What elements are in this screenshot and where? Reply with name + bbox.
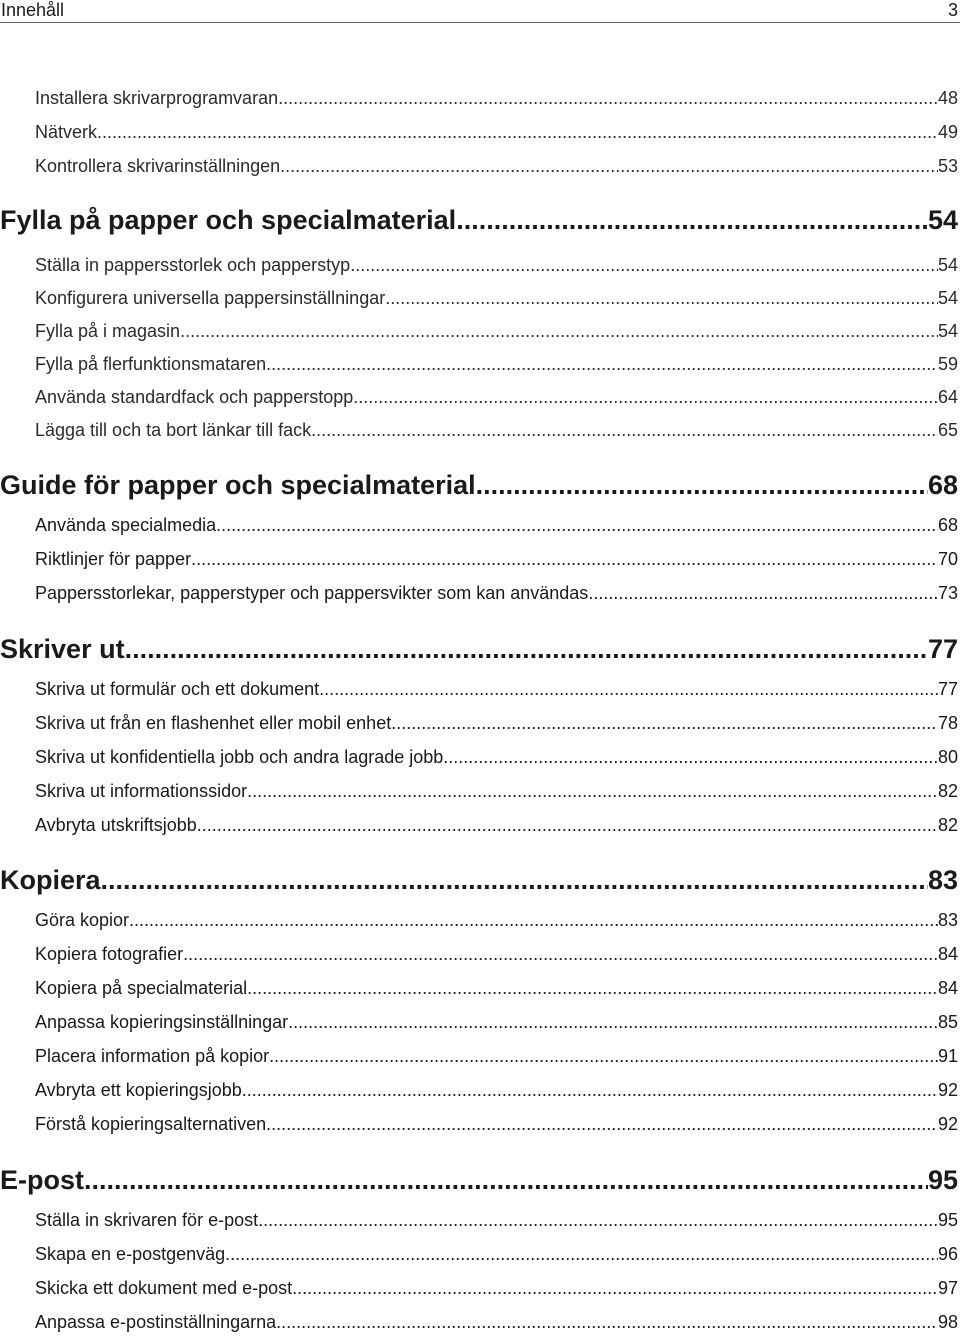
toc-entry-title: Skriva ut från en flashenhet eller mobil enhet (35, 713, 392, 733)
dot-leader (385, 286, 938, 310)
toc-entry[interactable] (35, 547, 958, 571)
dot-leader (292, 1276, 938, 1300)
toc-entry-page: 97 (937, 1278, 958, 1298)
toc-section[interactable] (0, 633, 958, 665)
toc-entry-page: 84 (937, 944, 958, 964)
toc-entry-page: 91 (937, 1046, 958, 1066)
toc-section[interactable] (0, 864, 958, 896)
toc-entry-title: Installera skrivarprogramvaran (35, 88, 279, 108)
toc-entry[interactable] (35, 352, 958, 376)
toc-entry-page: 48 (937, 88, 958, 108)
dot-leader (247, 779, 938, 803)
dot-leader (266, 1112, 938, 1136)
toc-entry[interactable] (35, 1044, 958, 1068)
toc-entry-title: Använda specialmedia (35, 515, 217, 535)
toc-entry-title: Skicka ett dokument med e-post (35, 1278, 293, 1298)
toc-entry-page: 65 (937, 420, 958, 440)
toc-entry[interactable] (35, 319, 958, 343)
toc-entry[interactable] (35, 1112, 958, 1136)
toc-entry-title: Kopiera på specialmaterial (35, 978, 248, 998)
dot-leader (129, 908, 938, 932)
dot-leader (247, 976, 938, 1000)
toc-entry-title: Använda standardfack och papperstopp (35, 387, 354, 407)
dot-leader (588, 581, 938, 605)
dot-leader (476, 469, 928, 501)
toc-entry-page: 92 (937, 1114, 958, 1134)
toc-entry-title: Fylla på i magasin (35, 321, 181, 341)
toc-section-title: Fylla på papper och specialmaterial (0, 205, 457, 235)
toc-entry[interactable] (35, 677, 958, 701)
page-header (0, 0, 960, 23)
dot-leader (266, 352, 938, 376)
toc-entry[interactable] (35, 385, 958, 409)
toc-section-page: 77 (927, 634, 958, 664)
toc-entry-page: 70 (937, 549, 958, 569)
toc-entry-page: 92 (937, 1080, 958, 1100)
toc-entry-title: Kontrollera skrivarinställningen (35, 156, 281, 176)
dot-leader (319, 677, 938, 701)
toc-entry[interactable] (35, 286, 958, 310)
toc-entry-title: Skriva ut konfidentiella jobb och andra lagrade jobb (35, 747, 444, 767)
dot-leader (180, 319, 938, 343)
toc-entry[interactable] (35, 154, 958, 178)
toc-entry-page: 59 (937, 354, 958, 374)
toc-section[interactable] (0, 204, 958, 236)
header-title: Innehåll (1, 0, 65, 20)
toc-entry[interactable] (35, 1208, 958, 1232)
dot-leader (280, 154, 938, 178)
toc-entry-page: 73 (937, 583, 958, 603)
dot-leader (97, 120, 938, 144)
toc-entry[interactable] (35, 1310, 958, 1334)
dot-leader (216, 513, 938, 537)
toc-entry-title: Skriva ut informationssidor (35, 781, 248, 801)
toc-entry-title: Förstå kopieringsalternativen (35, 1114, 267, 1134)
toc-entry[interactable] (35, 711, 958, 735)
toc-entry[interactable] (35, 976, 958, 1000)
toc-entry-page: 49 (937, 122, 958, 142)
toc-section[interactable] (0, 1164, 958, 1196)
toc-entry-page: 84 (937, 978, 958, 998)
toc-entry-title: Anpassa kopieringsinställningar (35, 1012, 289, 1032)
dot-leader (288, 1010, 938, 1034)
toc-entry-title: Göra kopior (35, 910, 130, 930)
dot-leader (391, 711, 938, 735)
toc-entry-page: 54 (937, 321, 958, 341)
dot-leader (269, 1044, 938, 1068)
toc-entry-page: 85 (937, 1012, 958, 1032)
toc-entry[interactable] (35, 581, 958, 605)
toc-entry[interactable] (35, 942, 958, 966)
toc-entry[interactable] (35, 1242, 958, 1266)
toc-entry-title: Skriva ut formulär och ett dokument (35, 679, 320, 699)
toc-entry-title: Ställa in skrivaren för e-post (35, 1210, 259, 1230)
toc-entry[interactable] (35, 1078, 958, 1102)
toc-entry-title: Anpassa e-postinställningarna (35, 1312, 277, 1332)
header-page-number: 3 (947, 0, 958, 20)
dot-leader (125, 633, 928, 665)
toc-entry-title: Avbryta utskriftsjobb (35, 815, 197, 835)
toc-section-page: 83 (927, 865, 958, 895)
toc-entry-title: Placera information på kopior (35, 1046, 270, 1066)
toc-entry[interactable] (35, 418, 958, 442)
toc-entry[interactable] (35, 86, 958, 110)
dot-leader (101, 864, 928, 896)
dot-leader (311, 418, 938, 442)
toc-entry[interactable] (35, 513, 958, 537)
toc-entry-title: Kopiera fotografier (35, 944, 184, 964)
toc-entry-title: Ställa in pappersstorlek och papperstyp (35, 255, 351, 275)
dot-leader (350, 253, 938, 277)
dot-leader (191, 547, 938, 571)
toc-entry-page: 96 (937, 1244, 958, 1264)
dot-leader (443, 745, 938, 769)
toc-entry-page: 95 (937, 1210, 958, 1230)
toc-entry[interactable] (35, 253, 958, 277)
toc-entry[interactable] (35, 908, 958, 932)
toc-entry-title: Skapa en e-postgenväg (35, 1244, 226, 1264)
toc-entry-title: Riktlinjer för papper (35, 549, 192, 569)
toc-section-page: 68 (927, 470, 958, 500)
toc-entry-page: 54 (937, 288, 958, 308)
toc-section[interactable] (0, 469, 958, 501)
toc-entry[interactable] (35, 1010, 958, 1034)
toc-entry[interactable] (35, 813, 958, 837)
toc-entry[interactable] (35, 120, 958, 144)
toc-section-title: Kopiera (0, 865, 101, 895)
dot-leader (225, 1242, 938, 1266)
toc-section-title: Guide för papper och specialmaterial (0, 470, 476, 500)
dot-leader (278, 86, 938, 110)
toc-entry-page: 98 (937, 1312, 958, 1332)
dot-leader (276, 1310, 938, 1334)
toc-entry-page: 68 (937, 515, 958, 535)
toc-section-title: E-post (0, 1165, 84, 1195)
toc-entry-title: Fylla på flerfunktionsmataren (35, 354, 267, 374)
dot-leader (456, 204, 928, 236)
toc-entry-page: 77 (937, 679, 958, 699)
toc-entry-title: Pappersstorlekar, papperstyper och pappersvikter som kan användas (35, 583, 589, 603)
toc-section-page: 54 (927, 205, 958, 235)
toc-entry-page: 64 (937, 387, 958, 407)
toc-entry[interactable] (35, 745, 958, 769)
toc-entry-page: 78 (937, 713, 958, 733)
dot-leader (84, 1164, 928, 1196)
toc-entry-page: 82 (937, 815, 958, 835)
toc-entry-page: 83 (937, 910, 958, 930)
toc-entry-page: 54 (937, 255, 958, 275)
toc-entry-title: Avbryta ett kopieringsjobb (35, 1080, 242, 1100)
toc-entry-page: 82 (937, 781, 958, 801)
dot-leader (242, 1078, 938, 1102)
toc-section-page: 95 (927, 1165, 958, 1195)
toc-entry-page: 53 (937, 156, 958, 176)
toc-entry-page: 80 (937, 747, 958, 767)
toc-entry[interactable] (35, 1276, 958, 1300)
dot-leader (183, 942, 938, 966)
toc-entry-title: Lägga till och ta bort länkar till fack (35, 420, 312, 440)
toc-entry-title: Konfigurera universella pappersinställningar (35, 288, 386, 308)
dot-leader (353, 385, 938, 409)
dot-leader (258, 1208, 938, 1232)
toc-section-title: Skriver ut (0, 634, 125, 664)
toc-entry[interactable] (35, 779, 958, 803)
toc-entry-title: Nätverk (35, 122, 98, 142)
dot-leader (197, 813, 938, 837)
